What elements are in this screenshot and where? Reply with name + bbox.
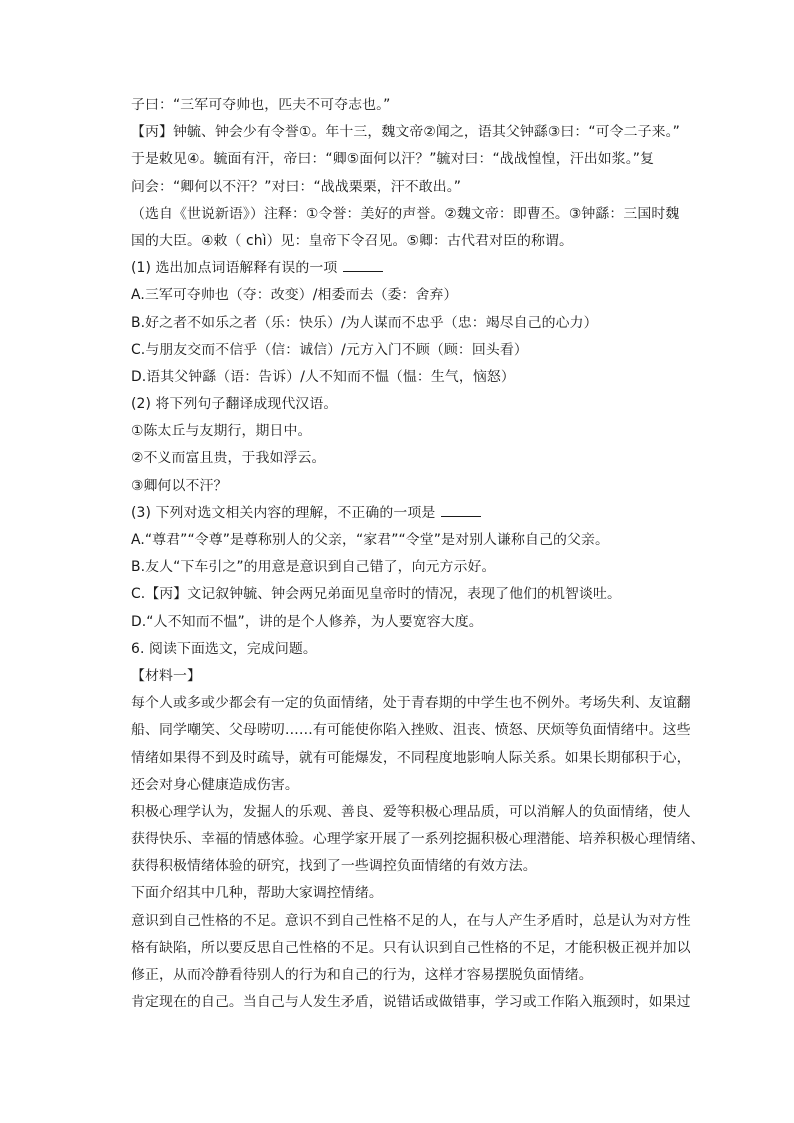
- text-line: 【丙】钟毓、钟会少有令誉①。年十三，魏文帝②闻之，语其父钟繇③曰：“可令二子来。”: [131, 124, 680, 141]
- option-line: B.友人“下车引之”的用意是意识到自己错了，向元方示好。: [131, 559, 496, 576]
- text-line: 每个人或多或少都会有一定的负面情绪，处于青春期的中学生也不例外。考场失利、友谊翻: [131, 695, 691, 712]
- option-line: A.三军可夺帅也（夺：改变）/相委而去（委：舍弃）: [131, 287, 458, 304]
- question-line: [131, 255, 691, 282]
- answer-blank: [441, 503, 481, 517]
- text-line: 于是敕见④。毓面有汗，帝曰：“卿⑤面何以汗？”毓对曰：“战战惶惶，汗出如浆。”复: [131, 151, 655, 168]
- option-line: C.【丙】文记叙钟毓、钟会两兄弟面见皇帝时的情况，表现了他们的机智谈吐。: [131, 586, 621, 603]
- question-text: (3) 下列对选文相关内容的理解，不正确的一项是: [131, 504, 436, 521]
- option-line: D.语其父钟繇（语：告诉）/人不知而不愠（愠：生气，恼怒）: [131, 368, 515, 385]
- text-line: 修正，从而冷静看待别人的行为和自己的行为，这样才容易摆脱负面情绪。: [131, 967, 593, 983]
- option-line: C.与朋友交而不信乎（信：诚信）/元方入门不顾（顾：回头看）: [131, 341, 528, 358]
- text-line: 还会对身心健康造成伤害。: [131, 776, 299, 793]
- question-line: [131, 500, 691, 527]
- text-line: 下面介绍其中几种，帮助大家调控情绪。: [131, 885, 383, 902]
- material-heading: 【材料一】: [131, 667, 201, 684]
- option-line: B.好之者不如乐之者（乐：快乐）/为人谋而不忠乎（忠：竭尽自己的心力）: [131, 314, 598, 331]
- text-line: 意识到自己性格的不足。意识不到自己性格不足的人，在与人产生矛盾时，总是认为对方性: [131, 912, 691, 929]
- document-body: [131, 92, 705, 1016]
- section-heading: 6. 阅读下面选文，完成问题。: [131, 640, 317, 657]
- text-line: 问会：“卿何以不汗？”对曰：“战战栗栗，汗不敢出。”: [131, 178, 462, 195]
- question-text: (1) 选出加点词语解释有误的一项: [131, 260, 338, 277]
- text-line: 积极心理学认为，发掘人的乐观、善良、爱等积极心理品质，可以消解人的负面情绪，使人: [131, 803, 691, 820]
- answer-blank: [343, 258, 383, 272]
- text-line: 获得积极情绪体验的研究，找到了一些调控负面情绪的有效方法。: [131, 858, 537, 875]
- question-line: (2) 将下列句子翻译成现代汉语。: [131, 396, 338, 413]
- text-line: 格有缺陷，所以要反思自己性格的不足。只有认识到自己性格的不足，才能积极正视并加以: [131, 939, 691, 956]
- text-line: ②不义而富且贵，于我如浮云。: [131, 450, 326, 467]
- text-line: 情绪如果得不到及时疏导，就有可能爆发，不同程度地影响人际关系。如果长期郁积于心，: [131, 749, 691, 766]
- text-line: 肯定现在的自己。当自己与人发生矛盾，说错话或做错事，学习或工作陷入瓶颈时，如果过: [131, 994, 691, 1011]
- text-line: 国的大臣。④敕（ chì）见：皇帝下令召见。⑤卿：古代君对臣的称谓。: [131, 232, 573, 249]
- option-line: A.“尊君”“令尊”是尊称别人的父亲，“家君”“令堂”是对别人谦称自己的父亲。: [131, 532, 609, 548]
- text-line: 获得快乐、幸福的情感体验。心理学家开展了一系列挖掘积极心理潜能、培养积极心理情绪、: [131, 831, 705, 848]
- text-line: ③卿何以不汗？: [131, 477, 228, 494]
- text-line: ①陈太丘与友期行，期日中。: [131, 423, 312, 440]
- text-line: 船、同学嘲笑、父母唠叨……有可能使你陷入挫败、沮丧、愤怒、厌烦等负面情绪中。这些: [131, 722, 691, 739]
- option-line: D.“人不知而不愠”，讲的是个人修养，为人要宽容大度。: [131, 613, 483, 630]
- text-line: （选自《世说新语》）注释：①令誉：美好的声誉。②魏文帝：即曹丕。③钟繇：三国时魏: [131, 205, 680, 222]
- text-line: 子曰：“三军可夺帅也，匹夫不可夺志也。”: [131, 97, 391, 113]
